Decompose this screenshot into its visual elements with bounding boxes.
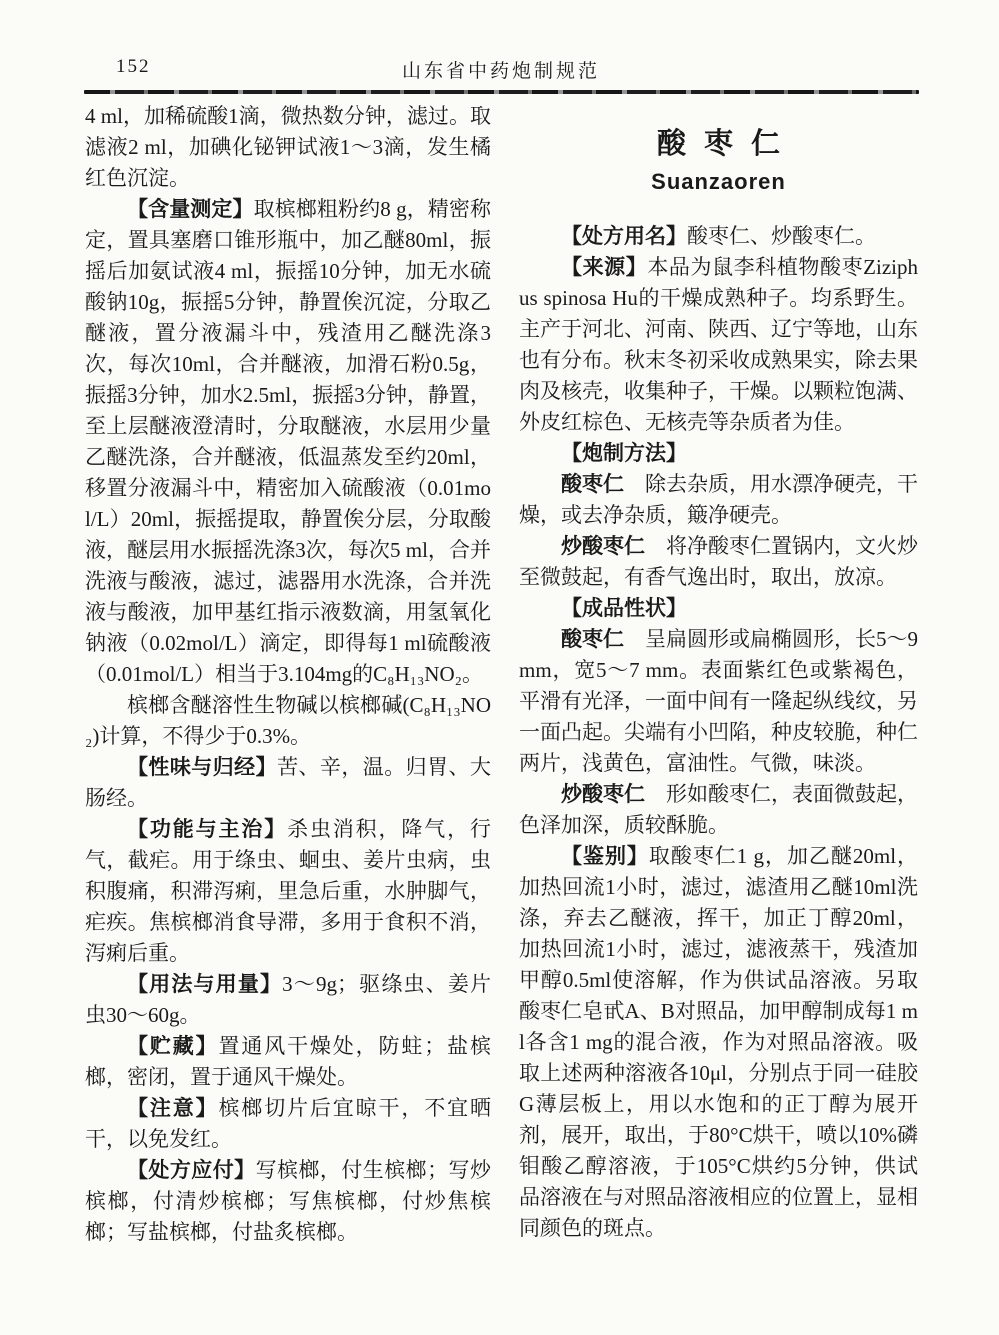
entry-pinyin: Suanzaoren — [651, 169, 786, 194]
paragraph: 【功能与主治】杀虫消积，降气，行气，截疟。用于绦虫、蛔虫、姜片虫病，虫积腹痛，积滞泻痢，里急后重，水肿脚气，疟疾。焦槟榔消食导滞，多用于食积不消，泻痢后重。 — [85, 817, 492, 965]
section-label: 【注意】 — [127, 1096, 219, 1120]
left-column — [85, 101, 491, 1248]
page-number: 152 — [116, 56, 151, 77]
section-label: 【成品性状】 — [561, 596, 687, 620]
paragraph: 炒酸枣仁 将净酸枣仁置锅内，文火炒至微鼓起，有香气逸出时，取出，放凉。 — [519, 534, 918, 589]
running-head-title: 山东省中药炮制规范 — [401, 61, 600, 82]
paragraph: 酸枣仁 除去杂质，用水漂净硬壳，干燥，或去净杂质，簸净硬壳。 — [519, 472, 918, 527]
section-label: 【功能与主治】 — [127, 817, 288, 841]
section-label: 【鉴别】 — [561, 844, 649, 868]
right-column — [519, 101, 918, 1248]
paragraph: 【处方用名】酸枣仁、炒酸枣仁。 — [561, 224, 876, 248]
paragraph: 【处方应付】写槟榔，付生槟榔；写炒槟榔，付清炒槟榔；写焦槟榔，付炒焦槟榔；写盐槟榔，付盐炙槟榔。 — [85, 1158, 491, 1244]
header-divider — [84, 90, 919, 94]
section-label: 【性味与归经】 — [127, 755, 278, 779]
paragraph: 【来源】本品为鼠李科植物酸枣Ziziphus spinosa Hu的干燥成熟种子。均系野生。主产于河北、河南、陕西、辽宁等地，山东也有分布。秋末冬初采收成熟果实，除去果肉及核壳，收集种子，干燥。以颗粒饱满、外皮红棕色、无核壳等杂质者为佳。 — [519, 255, 918, 434]
section-label: 【来源】 — [561, 255, 648, 279]
paragraph — [519, 593, 918, 624]
paragraph: 【含量测定】取槟榔粗粉约8 g，精密称定，置具塞磨口锥形瓶中，加乙醚80ml，振摇后加氨试液4 ml，振摇10分钟，加无水硫酸钠10g，振摇5分钟，静置俟沉淀，分取乙醚液，置分液漏斗中，残渣用乙醚洗涤3次，每次10ml，合并醚液，加滑石粉0.5g，振摇3分钟，加水2.5ml，振摇3分钟，静置，至上层醚液澄清时，分取醚液，水层用少量乙醚洗涤，合并醚液，低温蒸发至约20ml，移置分液漏斗中，精密加入硫酸液（0.01mol/L）20ml，振摇提取，静置俟分层，分取酸液，醚层用水振摇洗涤3次，每次5 ml，合并洗液与酸液，滤过，滤器用水洗涤，合并洗液与酸液，加甲基红指示液数滴，用氢氧化钠液（0.02mol/L）滴定，即得每1 ml硫酸液（0.01mol/L）相当于3.104mg的C₈H₁₃NO₂。 — [85, 197, 492, 686]
paragraph: 槟榔含醚溶性生物碱以槟榔碱(C₈H₁₃NO₂)计算，不得少于0.3%。 — [85, 693, 491, 748]
paragraph: 酸枣仁 呈扁圆形或扁椭圆形，长5～9 mm，宽5～7 mm。表面紫红色或紫褐色，平滑有光泽，一面中间有一隆起纵线纹，另一面凸起。尖端有小凹陷，种皮较脆，种仁两片，浅黄色，富油性。气微，味淡。 — [519, 627, 918, 775]
right-column-body — [519, 221, 918, 1244]
paragraph: 【性味与归经】苦、辛，温。归胃、大肠经。 — [85, 755, 491, 810]
section-label: 【含量测定】 — [127, 197, 254, 221]
paragraph — [519, 438, 918, 469]
paragraph: 【鉴别】取酸枣仁1 g，加乙醚20ml，加热回流1小时，滤过，滤渣用乙醚10ml洗涤，弃去乙醚液，挥干，加正丁醇20ml，加热回流1小时，滤过，滤液蒸干，残渣加甲醇0.5ml使溶解，作为供试品溶液。另取酸枣仁皂甙A、B对照品，加甲醇制成每1 ml各含1 mg的混合液，作为对照品溶液。吸取上述两种溶液各10μl，分别点于同一硅胶G薄层板上，用以水饱和的正丁醇为展开剂，展开，取出，于80°C烘干，喷以10%磷钼酸乙醇溶液，于105°C烘约5分钟，供试品溶液在与对照品溶液相应的位置上，显相同颜色的斑点。 — [519, 844, 918, 1240]
running-head — [85, 56, 917, 82]
section-label: 【处方用名】 — [561, 224, 687, 248]
text-columns — [85, 101, 918, 1248]
section-label: 酸枣仁 — [561, 627, 624, 651]
paragraph: 【用法与用量】3～9g；驱绦虫、姜片虫30～60g。 — [85, 972, 492, 1027]
paragraph: 【贮藏】置通风干燥处，防蛀；盐槟榔，密闭，置于通风干燥处。 — [85, 1034, 492, 1089]
paragraph: 4 ml，加稀硫酸1滴，微热数分钟，滤过。取滤液2 ml，加碘化铋钾试液1～3滴，发生橘红色沉淀。 — [85, 104, 491, 190]
section-label: 【炮制方法】 — [561, 441, 687, 465]
section-label: 炒酸枣仁 — [561, 534, 645, 558]
entry-title: 酸枣仁 — [656, 128, 798, 160]
section-label: 【用法与用量】 — [127, 972, 283, 996]
paragraph: 【注意】槟榔切片后宜晾干，不宜晒干，以免发红。 — [85, 1096, 492, 1151]
section-label: 【处方应付】 — [127, 1158, 256, 1182]
entry-heading — [519, 127, 918, 197]
paragraph: 炒酸枣仁 形如酸枣仁，表面微鼓起，色泽加深，质较酥脆。 — [519, 782, 918, 837]
section-label: 酸枣仁 — [561, 472, 624, 496]
section-label: 炒酸枣仁 — [561, 782, 645, 806]
section-label: 【贮藏】 — [127, 1034, 219, 1058]
